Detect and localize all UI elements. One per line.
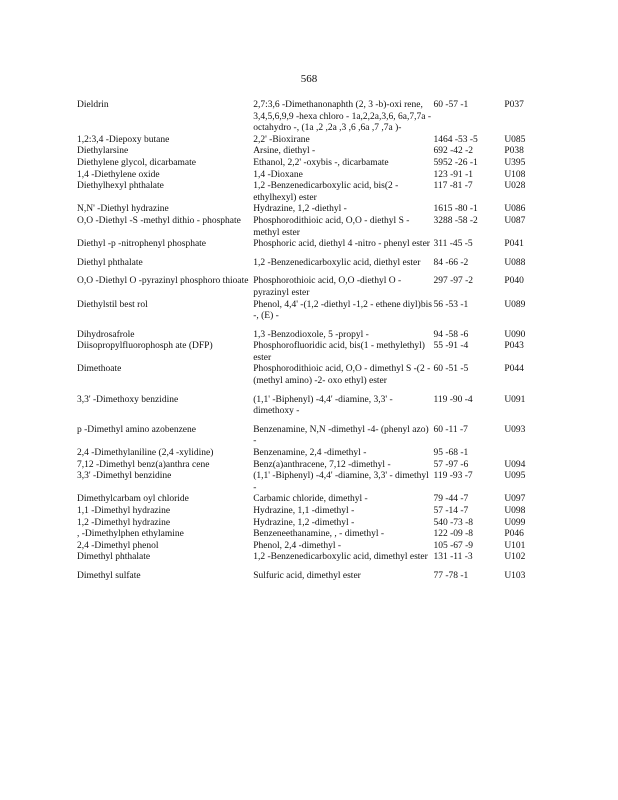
substance-name: Diethylene glycol, dicarbamate [77,157,196,168]
substance-name: O,O -Diethyl -S -methyl dithio - phosphate [77,215,241,226]
chemical-synonym: Phenol, 4,4' -(1,2 -diethyl -1,2 - ethene diyl)bis -, (E) - [253,299,432,322]
waste-code: U093 [504,424,526,435]
chemical-synonym: 1,3 -Benzodioxole, 5 -propyl - [253,329,369,340]
cas-number: 540 -73 -8 [433,517,474,528]
cas-number: 94 -58 -6 [433,329,469,340]
chemical-synonym: (1,1' -Biphenyl) -4,4' -diamine, 3,3' - dimethyl - [253,471,429,493]
waste-code: P038 [504,146,524,157]
cas-number: 297 -97 -2 [433,276,474,287]
chemical-synonym: Sulfuric acid, dimethyl ester [253,570,361,581]
table-row [77,258,557,277]
table-row [77,276,557,299]
table-row [77,146,557,158]
cas-number: 57 -97 -6 [433,459,469,470]
waste-code: U101 [504,540,526,551]
substance-name: Dimethylcarbam oyl chloride [77,494,189,505]
chemical-synonym: Phosphoric acid, diethyl 4 -nitro - phenyl ester [253,239,430,250]
table-row [77,300,557,330]
substance-name: 7,12 -Dimethyl benz(a)anthra cene [77,459,210,470]
substance-name: 1,1 -Dimethyl hydrazine [77,506,171,516]
waste-code: P043 [504,341,524,352]
table-row [77,541,557,553]
waste-code: U089 [504,299,526,310]
waste-code: U097 [504,494,526,505]
chemical-synonym: 2,2' -Bioxirane [253,134,310,145]
chemical-synonym: 1,2 -Benzenedicarboxylic acid, bis(2 -ethylhexyl) ester [253,181,399,203]
chemical-synonym: Phenol, 2,4 -dimethyl - [253,540,342,551]
cas-number: 117 -81 -7 [433,181,473,192]
cas-number: 119 -90 -4 [433,394,473,405]
cas-number: 56 -53 -1 [433,299,469,310]
substance-name: Dieldrin [77,100,109,110]
substance-name: N,N' -Diethyl hydrazine [77,204,169,215]
table-row [77,471,557,494]
cas-number: 1615 -80 -1 [433,204,478,215]
cas-number: 105 -67 -9 [433,540,474,551]
substance-name: Dihydrosafrole [77,329,135,340]
chemical-synonym: Arsine, diethyl - [253,146,316,157]
table-row [77,341,557,364]
table-row [77,529,557,541]
cas-number: 5952 -26 -1 [433,157,478,168]
chemical-synonym: Hydrazine, 1,2 -diethyl - [253,204,347,215]
table-row [77,425,557,448]
substance-name: Diethylhexyl phthalate [77,181,164,192]
chemical-synonym: Carbamic chloride, dimethyl - [253,494,368,505]
waste-code: U085 [504,134,526,145]
table-row [77,460,557,472]
substance-name: Dimethyl sulfate [77,570,141,581]
substance-name: Diethylarsine [77,146,129,157]
waste-code: U102 [504,552,526,563]
table-row [77,364,557,394]
waste-code: U094 [504,459,526,470]
chemical-synonym: 1,2 -Benzenedicarboxylic acid, diethyl ester [253,257,421,268]
cas-number: 311 -45 -5 [433,239,473,250]
table-row [77,239,557,258]
table-row [77,395,557,425]
cas-number: 84 -66 -2 [433,257,469,268]
chemical-synonym: Benz(a)anthracene, 7,12 -dimethyl - [253,459,391,470]
waste-code: U090 [504,329,526,340]
table-row [77,181,557,204]
substance-name: O,O -Diethyl O -pyrazinyl phosphoro thioate [77,276,249,287]
cas-number: 692 -42 -2 [433,146,474,157]
cas-number: 95 -68 -1 [433,448,469,459]
waste-code: U108 [504,169,526,180]
chemical-synonym: Hydrazine, 1,2 -dimethyl - [253,517,355,528]
waste-code: P044 [504,364,524,375]
cas-number: 77 -78 -1 [433,570,469,581]
substance-name: 1,4 -Diethylene oxide [77,169,160,180]
chemical-synonym: Phosphorothioic acid, O,O -diethyl O -pyrazinyl ester [253,276,402,298]
substance-name: p -Dimethyl amino azobenzene [77,424,196,435]
waste-code: P037 [504,100,524,110]
cas-number: 131 -11 -3 [433,552,473,563]
waste-code [504,448,557,460]
table-row [77,518,557,530]
substance-name: Diethylstil best rol [77,299,148,310]
substance-name: , -Dimethylphen ethylamine [77,529,184,540]
waste-code: P046 [504,529,524,540]
waste-code: U087 [504,215,526,226]
table-row [77,170,557,182]
waste-code: P040 [504,276,524,287]
substance-name: Diethyl -p -nitrophenyl phosphate [77,239,207,250]
table-row [77,158,557,170]
table-row [77,330,557,342]
substance-name: 3,3' -Dimethoxy benzidine [77,394,179,405]
waste-code: U028 [504,181,526,192]
waste-code: U088 [504,257,526,268]
cas-number: 55 -91 -4 [433,341,469,352]
substance-name: Dimethyl phthalate [77,552,151,563]
waste-code: U098 [504,506,526,516]
chemical-synonym: Hydrazine, 1,1 -dimethyl - [253,506,355,516]
substance-name: 1,2:3,4 -Diepoxy butane [77,134,170,145]
waste-code: U395 [504,157,526,168]
chemical-synonym: 2,7:3,6 -Dimethanonaphth (2, 3 -b)-oxi rene, 3,4,5,6,9,9 -hexa chloro - 1a,2,2a,3,6, 6a,7,7a -octahydro -, (1a ,2 ,2a ,3 ,6 ,6a ,7 ,7a )- [253,100,431,134]
chemical-synonym: (1,1' -Biphenyl) -4,4' -diamine, 3,3' - dimethoxy - [253,394,393,417]
cas-number: 79 -44 -7 [433,494,469,505]
waste-code: U095 [504,471,526,482]
cas-number: 60 -11 -7 [433,424,468,435]
chemical-synonym: Phosphorodithioic acid, O,O - diethyl S -methyl ester [253,215,410,238]
waste-code: U086 [504,204,526,215]
substance-name: 2,4 -Dimethyl phenol [77,540,159,551]
waste-code: U091 [504,394,526,405]
chemical-synonym: Benzenamine, N,N -dimethyl -4- (phenyl azo) - [253,424,429,447]
substance-name: Diisopropylfluorophosph ate (DFP) [77,341,213,352]
chemical-synonym: Benzeneethanamine, , - dimethyl - [253,529,385,540]
waste-code: P041 [504,239,524,250]
waste-code: U103 [504,570,526,581]
chemical-synonym: Phosphorodithioic acid, O,O - dimethyl S -(2 -(methyl amino) -2- oxo ethyl) ester [253,364,431,387]
cas-number: 60 -57 -1 [433,100,469,110]
substance-name: Diethyl phthalate [77,257,143,268]
table-row [77,448,557,460]
cas-number: 60 -51 -5 [433,364,469,375]
chemical-synonym: Phosphorofluoridic acid, bis(1 - methylethyl) ester [253,341,425,363]
cas-number: 122 -09 -8 [433,529,474,540]
substance-name: 3,3' -Dimethyl benzidine [77,471,172,482]
table-row [77,100,557,135]
table-row [77,216,557,239]
table-row [77,571,557,583]
waste-code: U099 [504,517,526,528]
cas-number: 57 -14 -7 [433,506,469,516]
cas-number: 119 -93 -7 [433,471,473,482]
cas-number: 123 -91 -1 [433,169,474,180]
chemical-synonym: Benzenamine, 2,4 -dimethyl - [253,448,367,459]
page-number: 568 [300,73,318,85]
cas-number: 1464 -53 -5 [433,134,478,145]
cas-number: 3288 -58 -2 [433,215,478,226]
hazardous-substance-table [77,100,557,583]
table-row [77,494,557,506]
table-row [77,204,557,216]
substance-name: Dimethoate [77,364,122,375]
table-body [77,100,557,583]
chemical-synonym: 1,4 -Dioxane [253,169,303,180]
table-row [77,552,557,571]
chemical-synonym: Ethanol, 2,2' -oxybis -, dicarbamate [253,157,389,168]
table-row [77,506,557,518]
chemical-synonym: 1,2 -Benzenedicarboxylic acid, dimethyl ester [253,552,428,563]
substance-name: 1,2 -Dimethyl hydrazine [77,517,171,528]
table-row [77,135,557,147]
substance-name: 2,4 -Dimethylaniline (2,4 -xylidine) [77,448,214,459]
